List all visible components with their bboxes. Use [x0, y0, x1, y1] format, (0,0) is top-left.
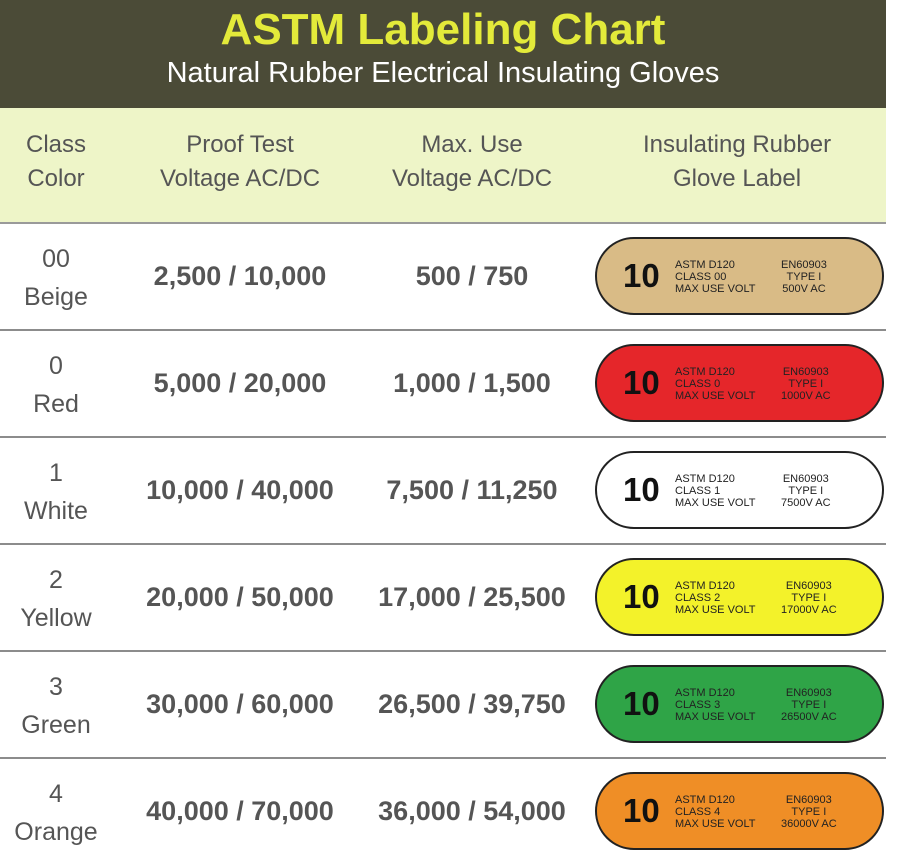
- glove-label: [595, 772, 884, 850]
- proof-test-voltage: 40,000 / 70,000: [146, 796, 334, 826]
- class-color-name: Red: [33, 390, 79, 418]
- header-class-color: Class Color: [25, 131, 86, 192]
- class-number: 2: [49, 566, 63, 594]
- glove-size: 10: [623, 578, 660, 615]
- label-left-text: ASTM D120 CLASS 00 MAX USE VOLT: [675, 259, 756, 295]
- max-use-voltage: 1,000 / 1,500: [393, 368, 551, 398]
- glove-label: [595, 237, 884, 315]
- glove-label: [595, 558, 884, 636]
- proof-test-voltage: 2,500 / 10,000: [153, 261, 327, 291]
- table-row: [0, 652, 886, 759]
- max-use-voltage: 17,000 / 25,500: [378, 582, 566, 612]
- label-right-text: EN60903 TYPE I 17000V AC: [781, 580, 837, 616]
- proof-test-voltage: 20,000 / 50,000: [146, 582, 334, 612]
- glove-label: [595, 665, 884, 743]
- class-color-name: White: [24, 497, 88, 525]
- table-row: [0, 545, 886, 652]
- glove-size: 10: [623, 364, 660, 401]
- label-left-text: ASTM D120 CLASS 4 MAX USE VOLT: [675, 794, 756, 830]
- glove-size: 10: [623, 792, 660, 829]
- class-number: 0: [49, 352, 63, 380]
- table-header: [0, 108, 886, 224]
- table-row: [0, 224, 886, 331]
- table-row: [0, 759, 886, 864]
- label-left-text: ASTM D120 CLASS 3 MAX USE VOLT: [675, 687, 756, 723]
- header-max-use: Max. Use Voltage AC/DC: [391, 131, 553, 192]
- proof-test-voltage: 30,000 / 60,000: [146, 689, 334, 719]
- table-row: [0, 331, 886, 438]
- label-left-text: ASTM D120 CLASS 2 MAX USE VOLT: [675, 580, 756, 616]
- glove-size: 10: [623, 685, 660, 722]
- label-right-text: EN60903 TYPE I 36000V AC: [781, 794, 837, 830]
- class-cell: [0, 561, 112, 637]
- max-use-voltage: 7,500 / 11,250: [386, 475, 558, 505]
- label-left-text: ASTM D120 CLASS 1 MAX USE VOLT: [675, 473, 756, 509]
- class-color-name: Beige: [24, 283, 88, 311]
- proof-test-voltage: 5,000 / 20,000: [153, 368, 327, 398]
- max-use-voltage: 36,000 / 54,000: [378, 796, 566, 826]
- label-right-text: EN60903 TYPE I 500V AC: [781, 259, 827, 295]
- header-glove-label: Insulating Rubber Glove Label: [642, 131, 832, 192]
- class-color-name: Green: [21, 711, 91, 739]
- class-color-name: Yellow: [20, 604, 92, 632]
- class-number: 1: [49, 459, 63, 487]
- class-cell: [0, 668, 112, 744]
- class-cell: [0, 347, 112, 423]
- chart-subtitle: Natural Rubber Electrical Insulating Gloves: [166, 57, 720, 89]
- label-left-text: ASTM D120 CLASS 0 MAX USE VOLT: [675, 366, 756, 402]
- class-cell: [0, 775, 112, 851]
- label-right-text: EN60903 TYPE I 7500V AC: [781, 473, 831, 509]
- class-number: 00: [42, 245, 70, 273]
- class-cell: [0, 240, 112, 316]
- max-use-voltage: 26,500 / 39,750: [378, 689, 566, 719]
- glove-size: 10: [623, 257, 660, 294]
- table-body: [0, 224, 886, 864]
- glove-label: [595, 451, 884, 529]
- chart-banner: [0, 0, 886, 108]
- class-number: 3: [49, 673, 63, 701]
- proof-test-voltage: 10,000 / 40,000: [146, 475, 334, 505]
- class-color-name: Orange: [14, 818, 98, 846]
- table-row: [0, 438, 886, 545]
- glove-size: 10: [623, 471, 660, 508]
- class-cell: [0, 454, 112, 530]
- class-number: 4: [49, 780, 63, 808]
- max-use-voltage: 500 / 750: [415, 261, 529, 291]
- chart-title: ASTM Labeling Chart: [220, 5, 666, 54]
- glove-label: [595, 344, 884, 422]
- label-right-text: EN60903 TYPE I 26500V AC: [781, 687, 837, 723]
- label-right-text: EN60903 TYPE I 1000V AC: [781, 366, 831, 402]
- header-proof-test: Proof Test Voltage AC/DC: [159, 131, 321, 192]
